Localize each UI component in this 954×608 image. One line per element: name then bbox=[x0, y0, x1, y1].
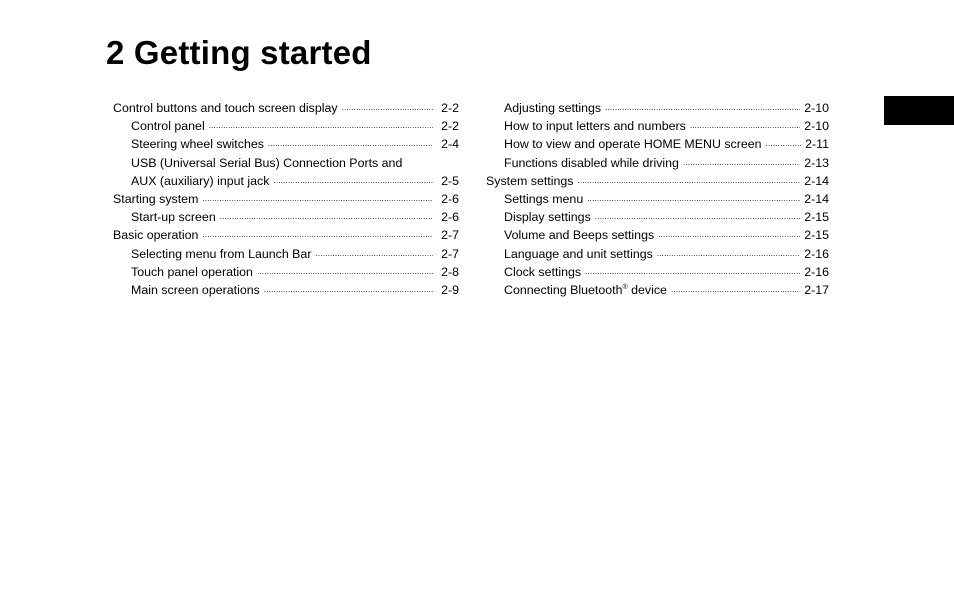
toc-entry-page: 2-2 bbox=[441, 119, 459, 134]
toc-entry-title: Touch panel operation bbox=[131, 264, 253, 279]
toc-entry-multiline[interactable] bbox=[113, 154, 459, 190]
toc-entry-page: 2-14 bbox=[804, 173, 829, 188]
toc-entry-page: 2-2 bbox=[441, 101, 459, 115]
dot-leader bbox=[202, 190, 433, 208]
toc-entry-title: System settings bbox=[486, 173, 574, 188]
dot-leader bbox=[683, 154, 800, 172]
toc-entry[interactable] bbox=[486, 226, 829, 244]
toc-entry-title: Basic operation bbox=[113, 228, 199, 243]
toc-entry-title: Settings menu bbox=[504, 192, 584, 207]
toc-entry-page: 2-7 bbox=[441, 228, 459, 243]
toc-entry-title: Functions disabled while driving bbox=[504, 155, 679, 170]
toc-entry-page: 2-10 bbox=[804, 101, 829, 115]
toc-left-column bbox=[113, 99, 459, 299]
dot-leader bbox=[671, 281, 800, 299]
toc-entry[interactable] bbox=[113, 117, 459, 135]
toc-entry[interactable] bbox=[486, 117, 829, 135]
toc-entry-page: 2-16 bbox=[804, 246, 829, 261]
toc-entry-page: 2-7 bbox=[441, 246, 459, 261]
toc-entry-page: 2-5 bbox=[441, 173, 459, 188]
toc-entry[interactable] bbox=[113, 263, 459, 281]
toc-entry-title: Display settings bbox=[504, 210, 591, 225]
toc-entry-page: 2-9 bbox=[441, 283, 459, 298]
dot-leader bbox=[342, 99, 433, 117]
chapter-title: 2 Getting started bbox=[106, 34, 372, 71]
toc-entry-title: Adjusting settings bbox=[504, 101, 602, 115]
dot-leader bbox=[209, 117, 433, 135]
toc-entry-page: 2-4 bbox=[441, 137, 459, 152]
dot-leader bbox=[657, 245, 800, 263]
toc-entry-page: 2-10 bbox=[804, 119, 829, 134]
toc-entry-page: 2-6 bbox=[441, 210, 459, 225]
toc-entry[interactable] bbox=[486, 99, 829, 117]
toc-entry[interactable] bbox=[113, 135, 459, 153]
toc-entry[interactable] bbox=[113, 99, 459, 117]
toc-entry-page: 2-15 bbox=[804, 210, 829, 225]
toc-entry[interactable] bbox=[113, 281, 459, 299]
toc-entry-title: Main screen operations bbox=[131, 283, 260, 298]
dot-leader bbox=[273, 172, 433, 190]
toc-entry-title: How to input letters and numbers bbox=[504, 119, 686, 134]
toc-entry-title: Language and unit settings bbox=[504, 246, 653, 261]
toc-entry-title: Selecting menu from Launch Bar bbox=[131, 246, 312, 261]
dot-leader bbox=[315, 245, 433, 263]
toc-entry-page: 2-17 bbox=[804, 283, 829, 298]
dot-leader bbox=[605, 99, 800, 117]
toc-entry[interactable] bbox=[486, 154, 829, 172]
toc-entry[interactable] bbox=[113, 245, 459, 263]
toc-entry-title-suffix: device bbox=[627, 283, 667, 298]
toc-entry-title: Start-up screen bbox=[131, 210, 216, 225]
toc-entry-title-wrapper bbox=[504, 281, 667, 299]
toc-entry-title: How to view and operate HOME MENU screen bbox=[504, 137, 762, 152]
toc-entry[interactable] bbox=[113, 190, 459, 208]
toc-entry[interactable] bbox=[486, 281, 829, 299]
toc-entry bbox=[113, 172, 459, 190]
dot-leader bbox=[585, 263, 800, 281]
toc-entry-page: 2-6 bbox=[441, 192, 459, 207]
chapter-tab bbox=[884, 96, 954, 125]
toc-entry-title: Volume and Beeps settings bbox=[504, 228, 655, 243]
toc-entry-page: 2-14 bbox=[804, 192, 829, 207]
toc-entry[interactable] bbox=[486, 135, 829, 153]
toc-entry-title: Starting system bbox=[113, 192, 199, 207]
dot-leader bbox=[268, 135, 433, 153]
toc-entry[interactable] bbox=[113, 226, 459, 244]
toc-right-column bbox=[486, 99, 829, 299]
dot-leader bbox=[264, 281, 433, 299]
toc-entry-title: Connecting Bluetooth bbox=[504, 283, 623, 298]
dot-leader bbox=[766, 135, 802, 153]
toc-entry-title: Steering wheel switches bbox=[131, 137, 264, 152]
toc-entry-page: 2-13 bbox=[804, 155, 829, 170]
dot-leader bbox=[587, 190, 800, 208]
registered-mark: ® bbox=[622, 284, 628, 292]
dot-leader bbox=[257, 263, 433, 281]
toc-entry-page: 2-15 bbox=[804, 228, 829, 243]
toc-entry[interactable] bbox=[113, 208, 459, 226]
toc-entry[interactable] bbox=[486, 208, 829, 226]
toc-entry-title: Clock settings bbox=[504, 264, 582, 279]
toc-entry-title: AUX (auxiliary) input jack bbox=[131, 173, 270, 188]
dot-leader bbox=[658, 226, 800, 244]
toc-entry-title: Control panel bbox=[131, 119, 205, 134]
toc-entry-page: 2-8 bbox=[441, 264, 459, 279]
toc-entry[interactable] bbox=[486, 245, 829, 263]
dot-leader bbox=[202, 226, 433, 244]
toc-entry[interactable] bbox=[486, 190, 829, 208]
toc-entry-title: Control buttons and touch screen display bbox=[113, 101, 338, 115]
dot-leader bbox=[577, 172, 800, 190]
dot-leader bbox=[595, 208, 800, 226]
dot-leader bbox=[690, 117, 800, 135]
toc-entry[interactable] bbox=[486, 263, 829, 281]
toc-entry-page: 2-16 bbox=[804, 264, 829, 279]
dot-leader bbox=[220, 208, 433, 226]
toc-entry-title-line1: USB (Universal Serial Bus) Connection Ports and bbox=[131, 155, 403, 170]
toc-entry[interactable] bbox=[486, 172, 829, 190]
toc-entry-page: 2-11 bbox=[805, 137, 829, 152]
